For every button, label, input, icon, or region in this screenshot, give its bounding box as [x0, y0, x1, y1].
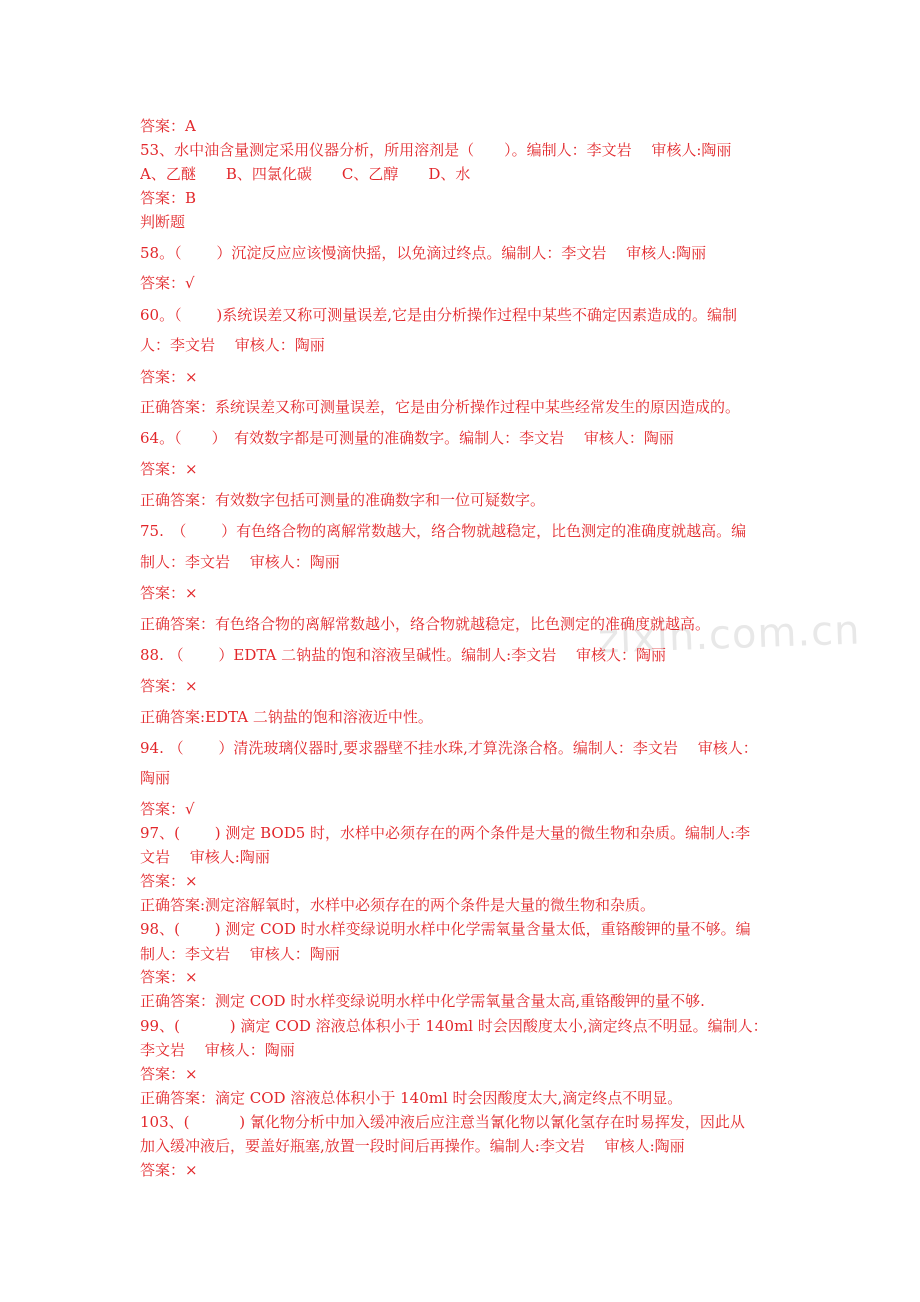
text-line: 正确答案：测定 COD 时水样变绿说明水样中化学需氧量含量太高,重铬酸钾的量不够.: [140, 992, 705, 1010]
text-line: 陶丽: [140, 769, 171, 787]
text-line: 答案：×: [140, 368, 198, 386]
text-line: 正确答案:EDTA 二钠盐的饱和溶液近中性。: [140, 708, 433, 726]
text-line: 103、( ) 氰化物分析中加入缓冲液后应注意当氰化物以氰化氢存在时易挥发，因此从: [140, 1113, 745, 1131]
text-line: 答案：×: [140, 677, 198, 695]
text-line: 58。（ ）沉淀反应应该慢滴快摇，以免滴过终点。编制人：李文岩 审核人:陶丽: [140, 244, 707, 262]
text-line: 94. （ ）清洗玻璃仪器时,要求器壁不挂水珠,才算洗涤合格。编制人：李文岩 审核人：: [140, 739, 758, 757]
text-line: 64。（ ） 有效数字都是可测量的准确数字。编制人：李文岩 审核人：陶丽: [140, 429, 674, 447]
text-line: 判断题: [140, 213, 186, 231]
text-line: 答案：×: [140, 1065, 198, 1083]
text-line: 正确答案：滴定 COD 溶液总体积小于 140ml 时会因酸度太大,滴定终点不明显。: [140, 1089, 683, 1107]
text-line: 60。（ )系统误差又称可测量误差,它是由分析操作过程中某些不确定因素造成的。编制: [140, 306, 737, 324]
text-line: 88. （ ）EDTA 二钠盐的饱和溶液呈碱性。编制人:李文岩 审核人：陶丽: [140, 646, 666, 664]
text-line: 98、( ) 测定 COD 时水样变绿说明水样中化学需氧量含量太低，重铬酸钾的量不够。编: [140, 920, 751, 938]
text-line: 制人：李文岩 审核人：陶丽: [140, 553, 340, 571]
text-line: 75. （ ）有色络合物的离解常数越大，络合物就越稳定，比色测定的准确度就越高。编: [140, 522, 747, 540]
text-line: 97、( ) 测定 BOD5 时，水样中必须存在的两个条件是大量的微生物和杂质。编制人:李: [140, 824, 751, 842]
text-line: 文岩 审核人:陶丽: [140, 848, 270, 866]
text-line: 制人：李文岩 审核人：陶丽: [140, 945, 340, 963]
text-line: 正确答案：有效数字包括可测量的准确数字和一位可疑数字。: [140, 491, 546, 509]
text-line: 答案：×: [140, 968, 198, 986]
text-line: 99、( ) 滴定 COD 溶液总体积小于 140ml 时会因酸度太小,滴定终点不明显。编制人：: [140, 1017, 768, 1035]
text-line: 答案：×: [140, 872, 198, 890]
text-line: 加入缓冲液后，要盖好瓶塞,放置一段时间后再操作。编制人:李文岩 审核人:陶丽: [140, 1137, 685, 1155]
text-line: 53、水中油含量测定采用仪器分析，所用溶剂是（ ）。编制人：李文岩 审核人:陶丽: [140, 141, 732, 159]
text-line: 正确答案:测定溶解氧时，水样中必须存在的两个条件是大量的微生物和杂质。: [140, 896, 656, 914]
text-line: 李文岩 审核人：陶丽: [140, 1041, 295, 1059]
text-line: 答案：√: [140, 274, 195, 292]
text-line: 答案：B: [140, 189, 197, 207]
text-line: 答案：×: [140, 584, 198, 602]
text-line: 答案：×: [140, 460, 198, 478]
watermark: zixin.com.cn: [597, 607, 862, 663]
text-line: 人：李文岩 审核人：陶丽: [140, 336, 325, 354]
text-line: 正确答案：系统误差又称可测量误差，它是由分析操作过程中某些经常发生的原因造成的。: [140, 398, 741, 416]
text-line: 答案：×: [140, 1161, 198, 1179]
text-line: A、乙醚 B、四氯化碳 C、乙醇 D、水: [140, 165, 471, 183]
text-line: 正确答案：有色络合物的离解常数越小，络合物就越稳定，比色测定的准确度就越高。: [140, 615, 711, 633]
text-line: 答案：√: [140, 800, 195, 818]
text-line: 答案：A: [140, 117, 196, 135]
